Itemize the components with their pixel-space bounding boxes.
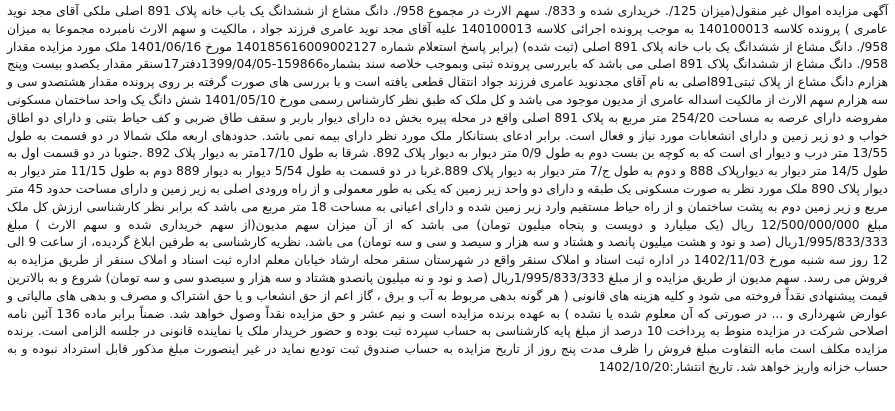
- auction-notice-text: آگهی مزایده اموال غیر منقول(میزان 125/. خریداری شده و 833/. سهم الارث در مجموع 958/. دانگ مشاع از ششدانگ یک باب خانه پلاک 891 اصلی ملکی آقای مجد نوید عامری ) پرونده کلاسه 140100013 به موجب پرونده اجرائی کلاسه 140100013 علیه آقای مجد نوید عامری فرزند جواد ، مالکیت و سهم الارث نامبرده مجموعا به میزان 958/. دانگ مشاع از ششدانگ یک باب خانه پلاک 891 اصلی (ثبت شده) (برابر پاسخ استعلام شماره 14018561600900212​7 مورخ 1401/06/16 ملک مورد مزایده مقدار 958/. دانگ مشاع از ششدانگ پلاک 891 اصلی می باشد که بابررسی پرونده ثبتی وبموجب خلاصه سند بشماره159866-1399/04/05دفتر17سنقر مقدار یکصدو بیست وپنج هزارم دانگ مشاع از پلاک ثبتی891اصلی به نام آقای مجدنوید عامری فرزند جواد انتقال قطعی یافته است و با بررسی های صورت گرفته بر روی پرونده مقدار هشتصدو سی و سه هزارم سهم الارث از مالکیت اسداله عامری از مدیون موجود می باشد و کل ملک که طبق نظر کارشناس رسمی مورخ 1401/05/10 شش دانگ یک واحد ساختمان مسکونی مفروضه دارای عرصه به مساحت 254/20 متر مربع به پلاک 891 اصلی واقع در محله پیره بخش ده دارای دیوار باربر و سقف طاق ضربی و کف حیاط بتنی و دارای دو اطاق خواب و دو زیر زمین و دارای انشعابات مورد نیاز و فعال است. برابر ادعای بستانکار ملک مورد نظر دارای بیمه نمی باشد. حدودهای اربعه ملک شمالا در دو قسمت به طول 13/55 متر درب و دیوار ای است که به کوچه بن بست دوم به طول 0/9 متر دیوار به دیوار پلاک 892. شرقا به طول 17/10متر به دیوار پلاک 892 .جنوبا در دو قسمت اول به طول 14/5 متر دیوار به دیوارپلاک 888 و دوم به طول ج/7 متر دیوار به دیوار پلاک 889.غربا در دو قسمت به طول 5/54 دیوار به دیوار 889 دوم به طول 11/15 متر دیوار به دیوار پلاک 890 ملک مورد نظر به صورت مسکونی یک طبقه و دارای دو واحد زیر زمین که یکی به طور معمولی و از راه ورودی اصلی به زیر زمین و دارای مساحت حدود 45 متر مربع و زیر زمین دوم به پشت ساختمان و از راه حیاط مستقیم وارد زیر زمین شده و دارای اعیانی به مساحت 18 متر مربع می باشد که برابر نظر کارشناسی ارزش کل ملک مبلغ 12/500/000/000 ریال (یک میلیارد و دویست و پنجاه میلیون تومان) می باشد که از آن میزان سهم مدیون(از سهم خریداری شده و سهم الارث ) مبلغ 1/995/833/333ریال (صد و نود و هشت میلیون پانصد و هشتاد و سه هزار و سیصد و سی و سه تومان) می باشد. نظریه کارشناسی به طرفین ابلاغ گردیده، از ساعت 9 الی 12 روز سه شنبه مورخ 1402/11/03 در اداره ثبت اسناد و املاک سنقر واقع در شهرستان سنقر محله ارشاد خیابان معلم اداره ثبت اسناد و املاک سنقر از طریق مزایده به فروش می رسد. سهم مدیون از طریق مزایده و از مبلغ 1/995/833/333ریال (صد و نود و نه میلیون پانصدو هشتاد و سه هزار و سیصدو سی و سه تومان) شروع و به بالاترین قیمت پیشنهادی نقداً فروخته می شود و کلیه هزینه های قانونی ( هر گونه بدهی مربوط به آب و برق ، گاز اعم از حق انشعاب و یا حق اشتراک و مصرف و بدهی های مالیاتی و عوارض شهرداری و ... در صورتی که آن معلوم شده یا نشده ) به عهده برنده مزایده است و نیم عشر و حق مزایده نقداً وصول خواهد شد. ضمناً برابر ماده 136 آئین نامه اصلاحی شرکت در مزایده منوط به پرداخت 10 درصد از مبلغ پایه کارشناسی به حساب سپرده ثبت بوده و حضور خریدار ملک یا نماینده قانونی در جلسه الزامی است. برنده مزایده مکلف است مابه التفاوت مبلغ فروش را ظرف مدت پنج روز از تاریخ مزایده به حساب صندوق ثبت تودیع نماید در غیر اینصورت مبلغ مذکور قابل استرداد نبوده و به حساب خزانه واریز خواهد شد. تاریخ انتشار:1402/10/20: [7, 4, 889, 374]
